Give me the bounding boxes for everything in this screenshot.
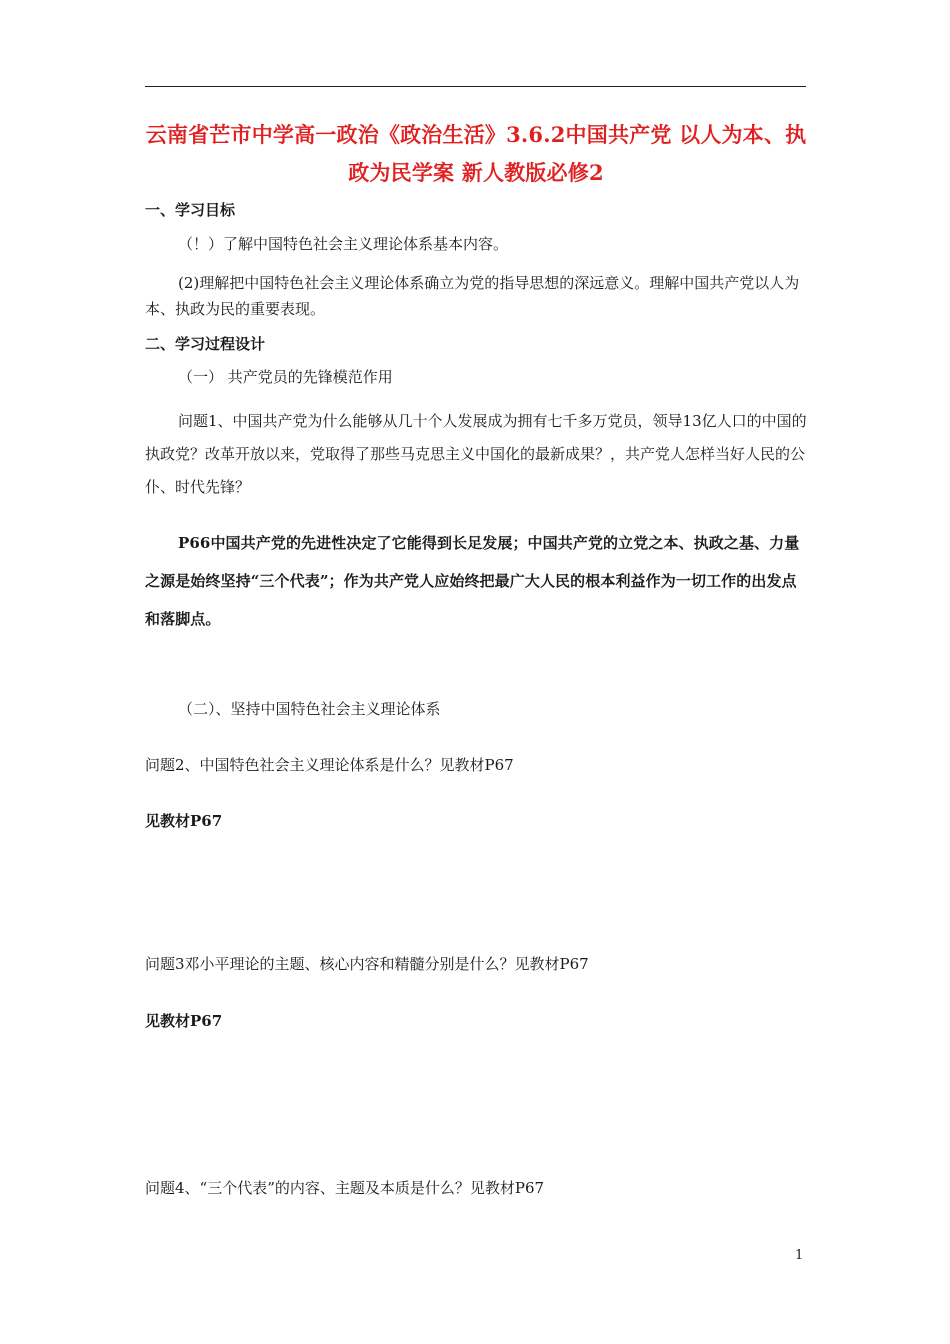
document-title: 云南省芒市中学高一政治《政治生活》3.6.2中国共产党 以人为本、执政为民学案 新人教版必修2 bbox=[145, 122, 807, 185]
page-number: 1 bbox=[795, 1248, 804, 1263]
subsection-1: （一） 共产党员的先锋模范作用 bbox=[178, 368, 393, 386]
subsection-2: （二）、坚持中国特色社会主义理论体系 bbox=[178, 700, 441, 718]
section-heading-goals: 一、学习目标 bbox=[145, 201, 236, 219]
header-rule bbox=[145, 86, 806, 87]
goal-1: （！）了解中国特色社会主义理论体系基本内容。 bbox=[178, 235, 509, 253]
answer-3: 见教材P67 bbox=[145, 1012, 223, 1030]
question-3: 问题3邓小平理论的主题、核心内容和精髓分别是什么？见教材P67 bbox=[145, 955, 589, 973]
question-4: 问题4、“三个代表”的内容、主题及本质是什么？见教材P67 bbox=[145, 1179, 545, 1197]
question-1: 问题1、中国共产党为什么能够从几十个人发展成为拥有七千多万党员，领导13亿人口的中国的执政党？改革开放以来，党取得了那些马克思主义中国化的最新成果？，共产党人怎样当好人民的公仆、时代先锋？ bbox=[145, 412, 807, 496]
answer-1: P66中国共产党的先进性决定了它能得到长足发展；中国共产党的立党之本、执政之基、力量之源是始终坚持“三个代表”；作为共产党人应始终把最广大人民的根本利益作为一切工作的出发点和落脚点。 bbox=[145, 534, 800, 628]
answer-2: 见教材P67 bbox=[145, 812, 223, 830]
section-heading-process: 二、学习过程设计 bbox=[145, 335, 266, 353]
question-2: 问题2、中国特色社会主义理论体系是什么？见教材P67 bbox=[145, 756, 514, 774]
goal-2: (2)理解把中国特色社会主义理论体系确立为党的指导思想的深远意义。理解中国共产党以人为本、执政为民的重要表现。 bbox=[145, 274, 800, 318]
